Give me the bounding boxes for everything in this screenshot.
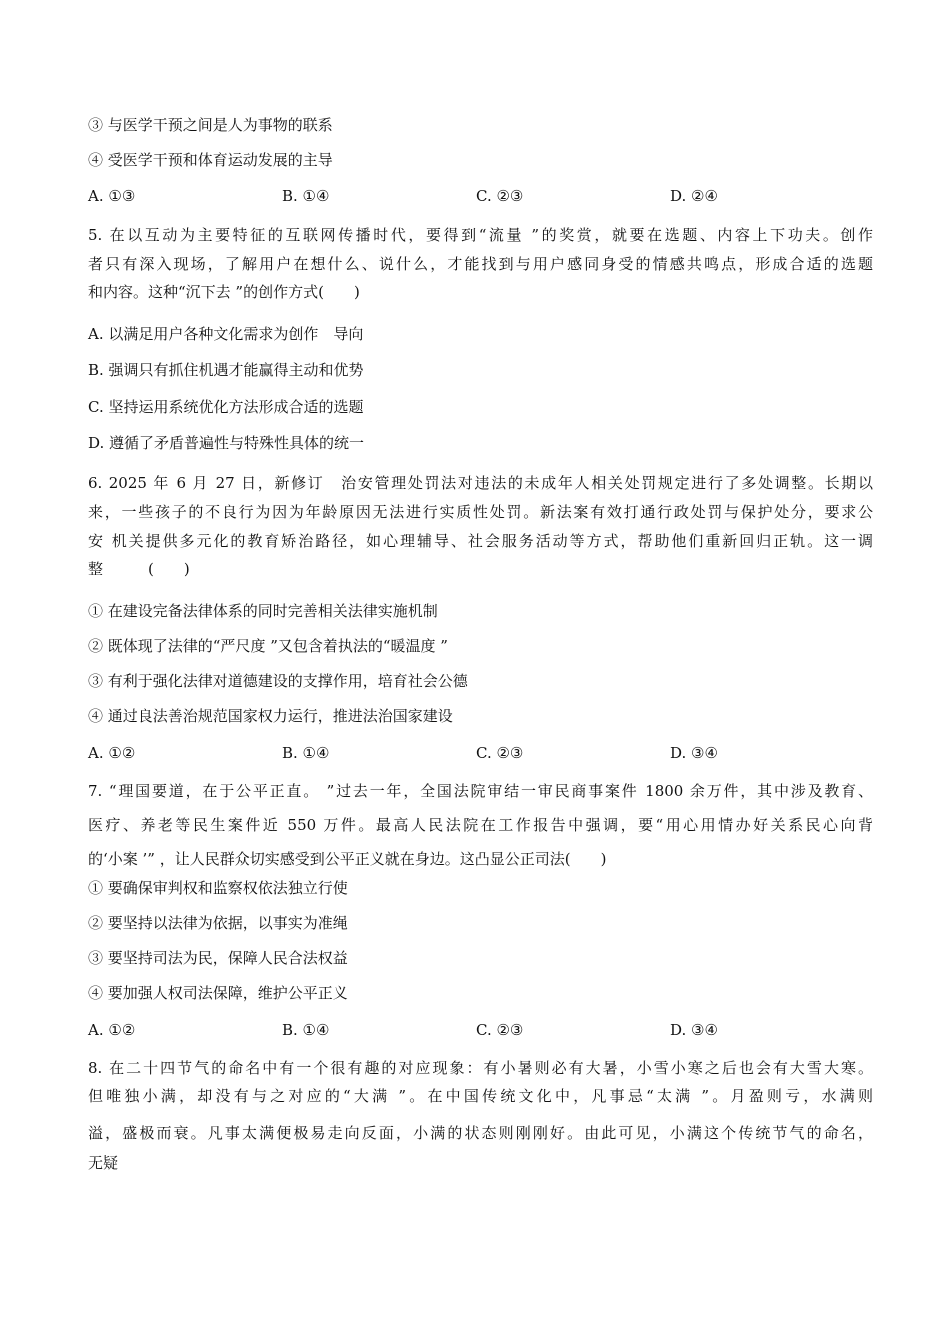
q5-option-d: D. 遵循了矛盾普遍性与特殊性具体的统一 [88, 434, 365, 452]
q7-option-a: A. ①② [88, 1021, 136, 1039]
q5-option-c: C. 坚持运用系统优化方法形成合适的选题 [88, 398, 364, 416]
q5-option-b: B. 强调只有抓住机遇才能赢得主动和优势 [88, 361, 364, 379]
q6-stem-line-4: 整 ( ) [88, 560, 190, 578]
q4-item-3: ③ 与医学干预之间是人为事物的联系 [88, 116, 333, 134]
q7-options [88, 1020, 868, 1040]
q4-item-4: ④ 受医学干预和体育运动发展的主导 [88, 151, 333, 169]
q6-item-3: ③ 有利于强化法律对道德建设的支撑作用，培育社会公德 [88, 672, 468, 690]
q4-option-d: D. ②④ [670, 187, 718, 205]
q5-stem-line-2: 者只有深入现场，了解用户在想什么、说什么，才能找到与用户感同身受的情感共鸣点，形成合适的选题 [88, 255, 873, 273]
q7-option-c: C. ②③ [476, 1021, 524, 1039]
q7-stem-line-1: 7. “理国要道，在于公平正直。 ”过去一年，全国法院审结一审民商事案件 1800 余万件，其中涉及教育、 [88, 782, 873, 800]
q8-stem-line-2: 但唯独小满，却没有与之对应的“大满 ”。在中国传统文化中，凡事忌“太满 ”。月盈则亏，水满则 [88, 1087, 873, 1105]
q6-stem-line-2: 来，一些孩子的不良行为因为年龄原因无法进行实质性处罚。新法案有效打通行政处罚与保护处分，要求公 [88, 503, 873, 521]
q7-option-d: D. ③④ [670, 1021, 718, 1039]
q4-option-b: B. ①④ [282, 187, 330, 205]
q6-options [88, 743, 868, 763]
q6-option-c: C. ②③ [476, 744, 524, 762]
q8-stem-line-3: 溢，盛极而衰。凡事太满便极易走向反面，小满的状态则刚刚好。由此可见，小满这个传统节气的命名， [88, 1124, 873, 1142]
q8-stem-line-4: 无疑 [88, 1154, 119, 1172]
q5-stem-line-3: 和内容。这种“沉下去 ”的创作方式( ) [88, 283, 360, 301]
q7-stem-line-3: 的‘小案 ’” ，让人民群众切实感受到公平正义就在身边。这凸显公正司法( ) [88, 850, 607, 868]
q7-stem-line-2: 医疗、养老等民生案件近 550 万件。最高人民法院在工作报告中强调，要“用心用情办好关系民心向背 [88, 816, 873, 834]
q6-item-2: ② 既体现了法律的“严尺度 ”又包含着执法的“暖温度 ” [88, 637, 448, 655]
q6-stem-line-1: 6. 2025 年 6 月 27 日，新修订 治安管理处罚法对违法的未成年人相关处罚规定进行了多处调整。长期以 [88, 474, 873, 492]
q5-stem-line-1: 5. 在以互动为主要特征的互联网传播时代，要得到“流量 ”的奖赏，就要在选题、内容上下功夫。创作 [88, 226, 873, 244]
q5-option-a: A. 以满足用户各种文化需求为创作 导向 [88, 325, 364, 343]
q4-option-a: A. ①③ [88, 187, 136, 205]
q4-options [88, 186, 868, 206]
q7-item-1: ① 要确保审判权和监察权依法独立行使 [88, 879, 348, 897]
q6-option-b: B. ①④ [282, 744, 330, 762]
q6-item-1: ① 在建设完备法律体系的同时完善相关法律实施机制 [88, 602, 438, 620]
q6-option-d: D. ③④ [670, 744, 718, 762]
q7-item-3: ③ 要坚持司法为民，保障人民合法权益 [88, 949, 348, 967]
q6-stem-line-3: 安 机关提供多元化的教育矫治路径，如心理辅导、社会服务活动等方式，帮助他们重新回归正轨。这一调 [88, 532, 873, 550]
q7-item-4: ④ 要加强人权司法保障，维护公平正义 [88, 984, 348, 1002]
q4-option-c: C. ②③ [476, 187, 524, 205]
q6-item-4: ④ 通过良法善治规范国家权力运行，推进法治国家建设 [88, 707, 453, 725]
q7-item-2: ② 要坚持以法律为依据，以事实为准绳 [88, 914, 348, 932]
q7-option-b: B. ①④ [282, 1021, 330, 1039]
q8-stem-line-1: 8. 在二十四节气的命名中有一个很有趣的对应现象：有小暑则必有大暑，小雪小寒之后也会有大雪大寒。 [88, 1059, 873, 1077]
q6-option-a: A. ①② [88, 744, 136, 762]
